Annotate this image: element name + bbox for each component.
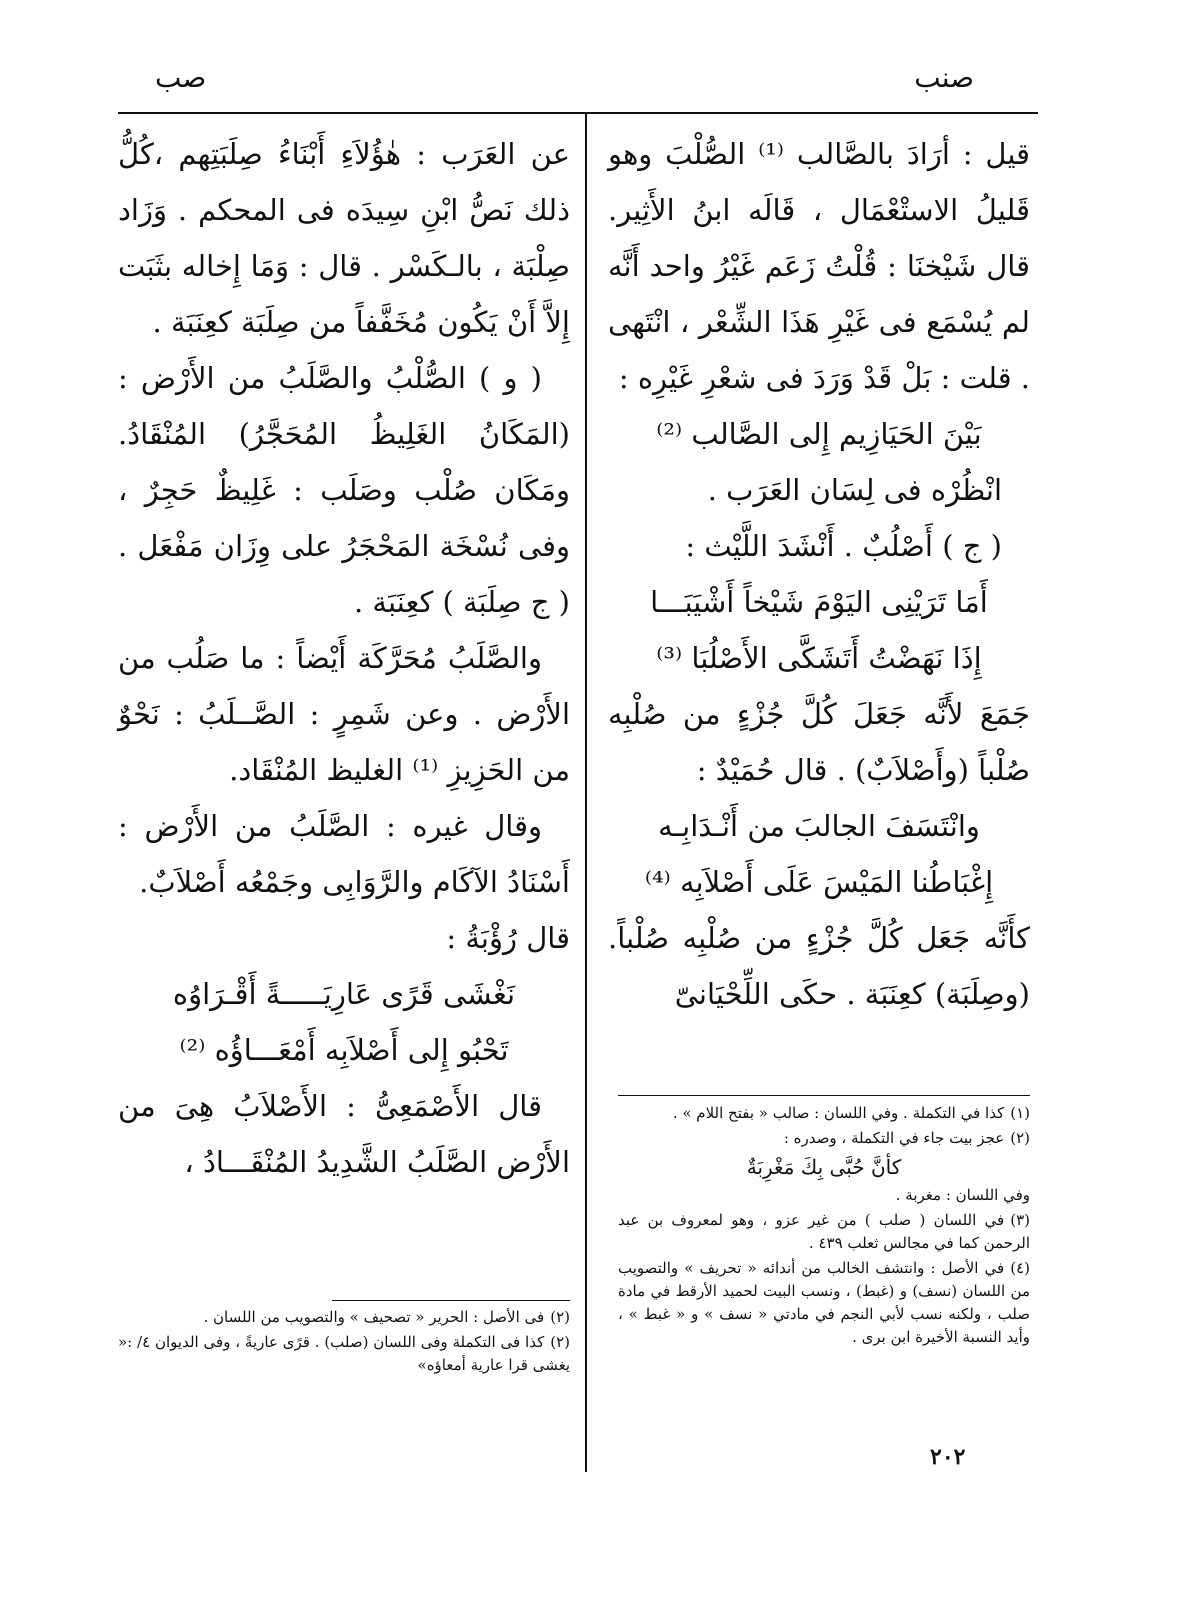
footnote-number: (٢) bbox=[550, 1308, 570, 1326]
verse-line: بَيْنَ الحَيَازِيم إِلى الصَّالب ⁽²⁾ bbox=[656, 417, 982, 451]
footnote-number: (٣) bbox=[1010, 1211, 1030, 1229]
paragraph: عن العَرَب : هٰؤُلاَءِ أَبْنَاءُ صِلَبَتِهم ،كُلُّ ذلك نَصُّ ابْنِ سِيدَه فى المحكم . وَزَاد صِلْبَة ، بالـكَسْر . قال : وَمَا إِخاله بثَبَت إِلاَّ أَنْ يَكُون مُخَفَّفاً من صِلَبَة كعِنَبَة . bbox=[118, 137, 570, 339]
page-number: ٢٠٢ bbox=[930, 1444, 966, 1470]
paragraph: جَمَعَ لأَنَّه جَعَلَ كُلَّ جُزْءٍ من صُلْبِه صُلْباً (وأَصْلاَبٌ) . قال حُمَيْدٌ : bbox=[608, 697, 1030, 787]
verse-line: إِغْبَاطُنا المَيْسَ عَلَى أَصْلاَبِه ⁽⁴⁾ bbox=[644, 865, 994, 899]
paragraph: قال رُؤْبَةُ : bbox=[446, 921, 570, 955]
paragraph: ( ج ) أَصْلُبٌ . أَنْشَدَ اللَّيْث : bbox=[685, 529, 1002, 563]
verse-line: وانْتَسَفَ الجالبَ من أَنْـدَابِـه bbox=[658, 809, 980, 843]
footnote bbox=[118, 1331, 570, 1377]
column-divider bbox=[585, 114, 587, 1472]
footnote-rule-left bbox=[332, 1300, 570, 1301]
footnote-text: في اللسان ( صلب ) من غير عزو ، وهو لمعروف بن عبد الرحمن كما في مجالس ثعلب ٤٣٩ . bbox=[618, 1211, 1030, 1252]
footnote-verse: كأنَّ حُبَّى بِكَ مَغْرِبَةٌ bbox=[746, 1155, 902, 1179]
header-rule bbox=[118, 112, 1038, 114]
footnote-text: في الأصل : وانتشف الخالب من أندائه « تحريف » والتصويب من اللسان (نسف) و (غبط) ، ونسب البيت لحميد الأرقط في مادة صلب ، ولكنه نسب لأبي النجم في مادتي « نسف » و « غبط » ، وأيد النسبة الأخيرة ابن برى . bbox=[618, 1259, 1030, 1346]
running-head-left: صب bbox=[155, 61, 207, 94]
footnote-number: (٢) bbox=[550, 1333, 570, 1351]
footnote-text: وفي اللسان : مغربة . bbox=[895, 1186, 1030, 1204]
paragraph: قال الأَصْمَعِىُّ : الأَصْلاَبُ هِىَ من الأَرْض الصَّلَبُ الشَّدِيدُ المُنْقَـــادُ ، bbox=[118, 1089, 570, 1179]
left-column bbox=[118, 126, 570, 1190]
footnote-number: (٢) bbox=[1010, 1129, 1030, 1147]
footnote-text: كذا فى التكملة وفى اللسان (صلب) . قرًى عاريةً ، وفى الديوان ٤/ :« يغشى قرا عارية أمعاؤه» bbox=[118, 1333, 570, 1374]
footnote-text: عجز بيت جاء في التكملة ، وصدره : bbox=[783, 1129, 1005, 1147]
right-column bbox=[608, 126, 1030, 1022]
footnotes-right bbox=[618, 1102, 1030, 1351]
paragraph: والصَّلَبُ مُحَرَّكَة أَيْضاً : ما صَلُب من الأَرْض . وعن شَمِرٍ : الصَّــلَبُ : نَحْوٌ من الحَزِيزِ ⁽¹⁾ الغليظ المُنْقَاد. bbox=[118, 641, 570, 787]
footnote bbox=[618, 1257, 1030, 1349]
footnote bbox=[618, 1102, 1030, 1125]
footnote bbox=[618, 1184, 1030, 1207]
footnote bbox=[118, 1306, 570, 1329]
verse-line: تَحْبُو إِلى أَصْلاَبِه أَمْعَـــاؤُه ⁽²⁾ bbox=[179, 1033, 509, 1067]
paragraph: انْظُرْه فى لِسَان العَرَب . bbox=[707, 473, 1002, 507]
footnotes-left bbox=[118, 1306, 570, 1379]
verse-line: نَغْشَى قَرًى عَارِيَـــــةً أَقْـرَاوُه bbox=[172, 977, 516, 1011]
verse-line: إِذَا نَهَضْتُ أَتَشَكَّى الأَصْلُبَا ⁽³⁾ bbox=[656, 641, 982, 675]
footnote-number: (٤) bbox=[1010, 1259, 1030, 1277]
footnote-text: كذا في التكملة . وفي اللسان : صالب « بفتح اللام » . bbox=[672, 1104, 1005, 1122]
paragraph: وقال غيره : الصَّلَبُ من الأَرْض : أَسْنَادُ الآكَام والرَّوَابِى وجَمْعُه أَصْلاَبٌ. bbox=[118, 809, 570, 899]
footnote-text: فى الأصل : الحرير « تصحيف » والتصويب من اللسان . bbox=[203, 1308, 545, 1326]
footnote bbox=[618, 1209, 1030, 1255]
verse-line: أَمَا تَرَيْنِى اليَوْمَ شَيْخاً أَشْيَبَـــا bbox=[650, 585, 988, 619]
paragraph: كأَنَّه جَعَل كُلَّ جُزْءٍ من صُلْبِه صُلْباً. (وصِلَبَة) كعِنَبَة . حكَى اللِّحْيَانىّ bbox=[608, 921, 1030, 1011]
footnote-number: (١) bbox=[1010, 1104, 1030, 1122]
running-head-right: صنب bbox=[914, 61, 974, 94]
footnote bbox=[618, 1127, 1030, 1150]
paragraph: ( و ) الصُّلْبُ والصَّلَبُ من الأَرْض : (المَكَانُ الغَلِيظُ المُحَجَّرُ) المُنْقَادُ. ومَكَان صُلْب وصَلَب : غَلِيظٌ حَجِرٌ ، وفى نُسْخَة المَحْجَرُ على وِزَان مَفْعَل . ( ج صِلَبَة ) كعِنَبَة . bbox=[118, 361, 570, 619]
footnote-rule-right bbox=[618, 1095, 1030, 1096]
paragraph: قيل : أرَادَ بالصَّالب ⁽¹⁾ الصُّلْبَ وهو قَليلُ الاستْعْمَال ، قَالَه ابنُ الأَثِير. قال شَيْخنَا : قُلْتُ زَعَم غَيْرُ واحد أَنَّه لم يُسْمَع فى غَيْرِ هَذَا الشِّعْر ، انْتَهى . قلت : بَلْ قَدْ وَرَدَ فى شعْرِ غَيْرِه : bbox=[608, 137, 1030, 395]
